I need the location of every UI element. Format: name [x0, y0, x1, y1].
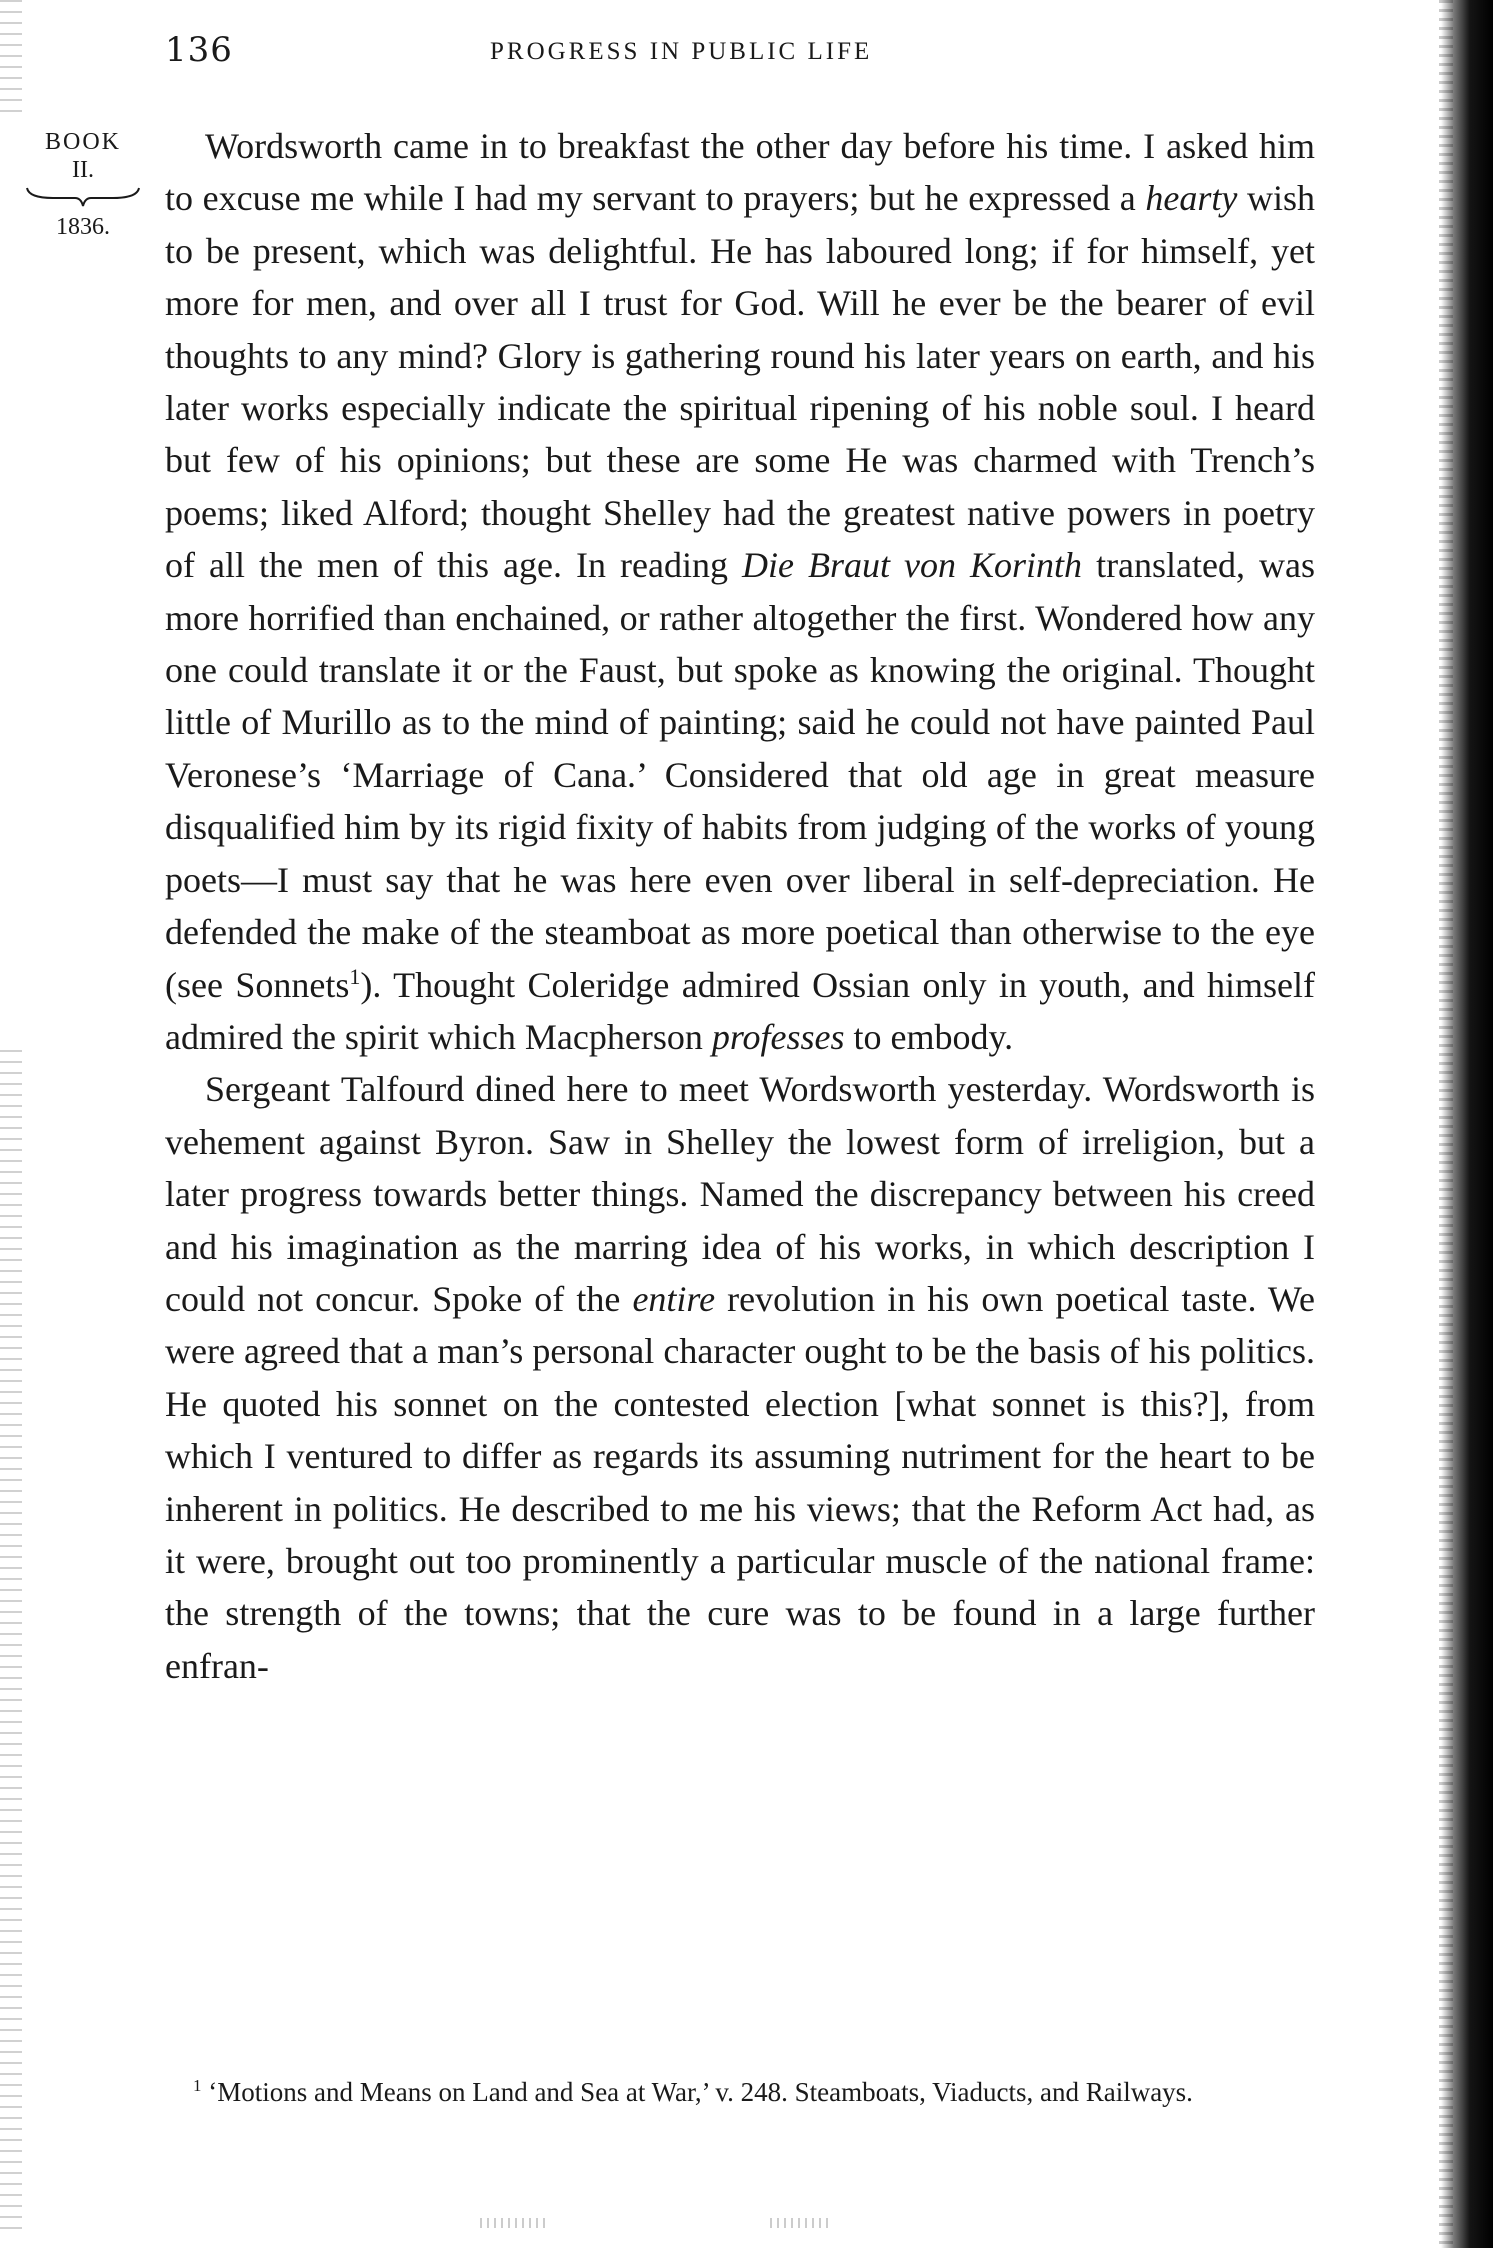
sidenote-book: BOOK [44, 129, 121, 155]
brace-icon [23, 184, 143, 210]
body-text [165, 120, 1315, 1692]
text-run: Wordsworth came in to breakfast the other day before his time. I asked him to excuse me while I had my servant to prayers; but he expressed a [165, 126, 1315, 219]
text-run: revolution in his own poetical taste. We were agreed that a man’s personal character ought to be the basis of his politics. He quoted his sonnet on the contested election [what sonnet is this?], from which I ventured to differ as regards its assuming nutriment for the heart to be inherent in politics. He described to me his views; that the Reform Act had, as it were, brought out too prominently a particular muscle of the national frame: the strength of the towns; that the cure was to be found in a large further enfran- [165, 1278, 1315, 1686]
left-margin-speckle [0, 0, 22, 120]
italic-text: professes [711, 1016, 845, 1057]
page-header [165, 30, 1315, 78]
paragraph [165, 120, 1315, 1063]
bottom-smudge [480, 2218, 550, 2228]
text-run: wish to be present, which was delightful. He has laboured long; if for himself, yet more for men, and over all I trust for God. Will he ever be the bearer of evil thoughts to any mind? Glory is gathering round his later years on earth, and his later works especially indicate the spiritual ripening of his noble soul. I heard but few of his opinions; but these are some He was charmed with Trench’s poems; liked Alford; thought Shelley had the greatest native powers in poetry of all the men of this age. In reading [165, 178, 1315, 586]
running-head: PROGRESS IN PUBLIC LIFE [490, 38, 873, 65]
italic-text: Die Braut von Korinth [742, 545, 1083, 586]
page-number: 136 [165, 30, 233, 70]
footnote-text: ‘Motions and Means on Land and Sea at War,’ v. 248. Steamboats, Viaducts, and Railways. [208, 2077, 1193, 2107]
left-margin-speckle [0, 1050, 22, 2230]
footnote-paragraph [165, 2070, 1315, 2108]
text-run: translated, was more horrified than enchained, or rather altogether the first. Wondered how any one could translate it or the Faust, but spoke as knowing the original. Thought little of Murillo as to the mind of painting; said he could not have painted Paul Veronese’s ‘Marriage of Cana.’ Considered that old age in great measure disqualified him by its rigid fixity of habits from judging of the works of young poets—I must say that he was here even over liberal in self-depreciation. He defended the make of the steamboat as more poetical than otherwise to the eye (see Sonnets [165, 545, 1316, 1005]
footnote-marker: 1 [193, 2076, 202, 2095]
margin-sidenote [18, 128, 148, 241]
bottom-smudge [770, 2218, 830, 2228]
sidenote-volume: II. [72, 157, 94, 183]
page-edge-speckle [1439, 0, 1453, 2248]
sidenote-year: 1836. [56, 214, 110, 240]
footnote-reference: 1 [349, 963, 361, 989]
text-run: ). Thought Coleridge admired Ossian only in youth, and himself admired the spirit which Macpherson [165, 964, 1315, 1057]
italic-text: entire [632, 1278, 716, 1319]
text-run: to embody. [844, 1016, 1014, 1057]
footnote [165, 2070, 1315, 2108]
text-run: Sergeant Talfourd dined here to meet Wordsworth yesterday. Wordsworth is vehement against Byron. Saw in Shelley the lowest form of irreligion, but a later progress towards better things. Named the discrepancy between his creed and his imagination as the marring idea of his works, in which description I could not concur. Spoke of the [165, 1069, 1315, 1319]
italic-text: hearty [1145, 178, 1238, 219]
paragraph [165, 1063, 1315, 1692]
